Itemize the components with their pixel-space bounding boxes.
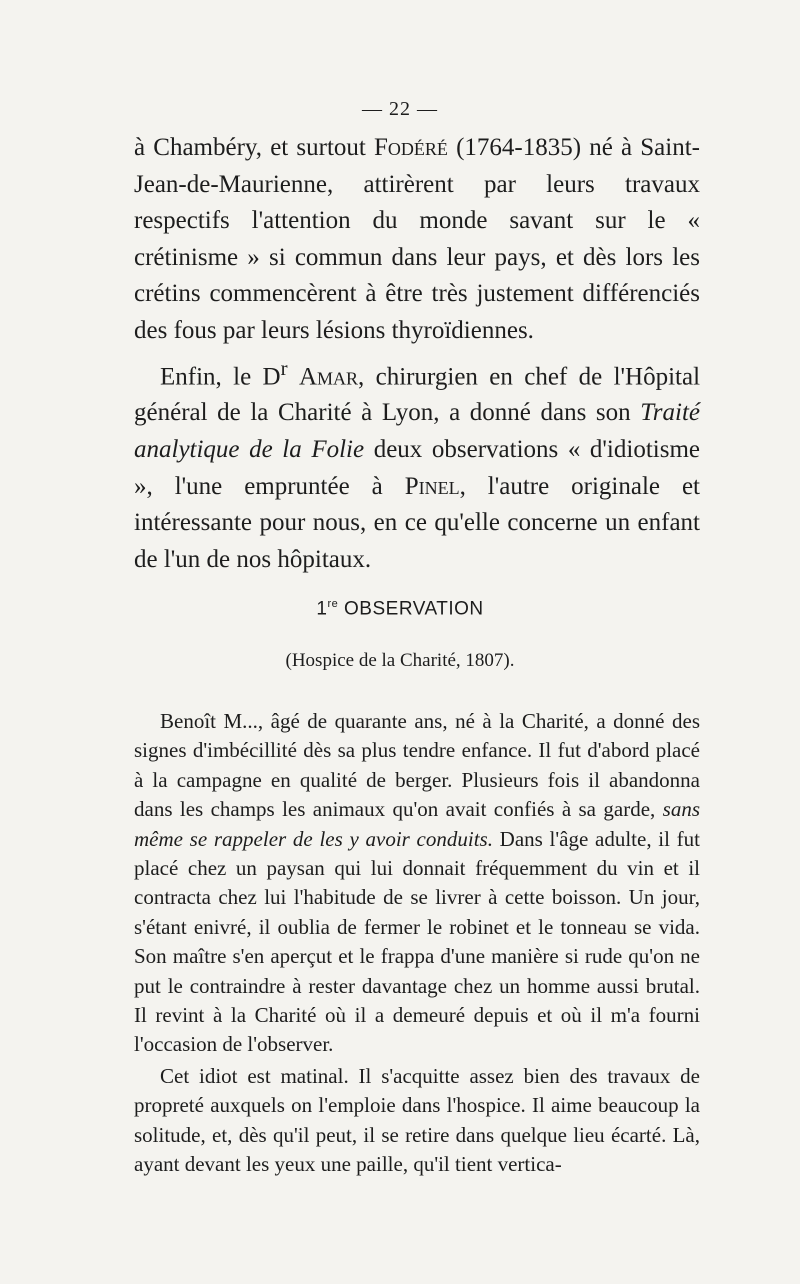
paragraph-2-text-d: , l'autre originale et intéressante pour nous, en ce qu'elle concerne un enfant de l'un de nos hôpitaux. bbox=[134, 472, 701, 573]
author-name-pinel: Pinel bbox=[404, 472, 460, 500]
observation-paragraph-1 bbox=[134, 707, 700, 1060]
heading-label: OBSERVATION bbox=[344, 598, 484, 620]
paragraph-1-text-a: à Chambéry, et surtout bbox=[134, 134, 375, 161]
observation-p1-text-a: Benoît M..., âgé de quarante ans, né à la Charité, a donné des signes d'imbécillité dès sa plus tendre enfance. Il fut d'abord placé à la campagne en qualité de berger. Plusieurs fois il abandonna dans les champs les animaux qu'on avait confiés à sa garde, bbox=[134, 709, 700, 822]
section-subheading: (Hospice de la Charité, 1807). bbox=[285, 650, 515, 671]
paragraph-2-text-a: Enfin, le D bbox=[160, 362, 281, 390]
paragraph-2 bbox=[134, 350, 700, 579]
paragraph-2-text-b: , chirurgien en chef de l'Hôpital général de la Charité à Lyon, a donné dans son bbox=[134, 362, 701, 427]
paragraph-2-text-c: deux observations « d'idiotisme », l'une empruntée à bbox=[134, 436, 700, 500]
author-name-fodere: Fodéré bbox=[374, 134, 448, 161]
main-text bbox=[134, 130, 700, 578]
doctor-abbrev-sup: r bbox=[280, 355, 288, 380]
heading-sup: re bbox=[327, 598, 339, 610]
paragraph-1 bbox=[134, 130, 700, 350]
book-title: Traité analytique de la Folie bbox=[134, 399, 700, 464]
page-number: — 22 — bbox=[362, 98, 438, 120]
observation-text bbox=[134, 707, 700, 1180]
observation-paragraph-2: Cet idiot est matinal. Il s'acquitte assez bien des travaux de propreté auxquels on l'emploie dans l'hospice. Il aime beaucoup la solitude, et, dès qu'il peut, il se retire dans quelque lieu écarté. Là, ayant devant les yeux une paille, qu'il tient vertica- bbox=[134, 1063, 700, 1177]
paragraph-1-text-b: (1764-1835) né à Saint-Jean-de-Maurienne, attirèrent par leurs travaux respectifs l'attention du monde savant sur le « crétinisme » si commun dans leur pays, et dès lors les crétins commencèrent à être très justement différenciés des fous par leurs lésions thyroïdiennes. bbox=[134, 134, 700, 344]
section-heading bbox=[0, 598, 800, 620]
observation-p1-italic: sans même se rappeler de les y avoir conduits. bbox=[134, 797, 700, 851]
heading-number: 1 bbox=[316, 598, 328, 620]
observation-p1-text-b: Dans l'âge adulte, il fut placé chez un paysan qui lui donnait fréquemment du vin et il contracta chez lui l'habitude de se livrer à cette boisson. Un jour, s'étant enivré, il oublia de fermer le robinet et le tonneau se vida. Son maître s'en aperçut et le frappa d'une manière si rude qu'on ne put le contraindre à rester davantage chez un homme aussi brutal. Il revint à la Charité où il a demeuré depuis et où il m'a fourni l'occasion de l'observer. bbox=[134, 826, 700, 1057]
author-name-amar: Amar bbox=[298, 362, 359, 390]
